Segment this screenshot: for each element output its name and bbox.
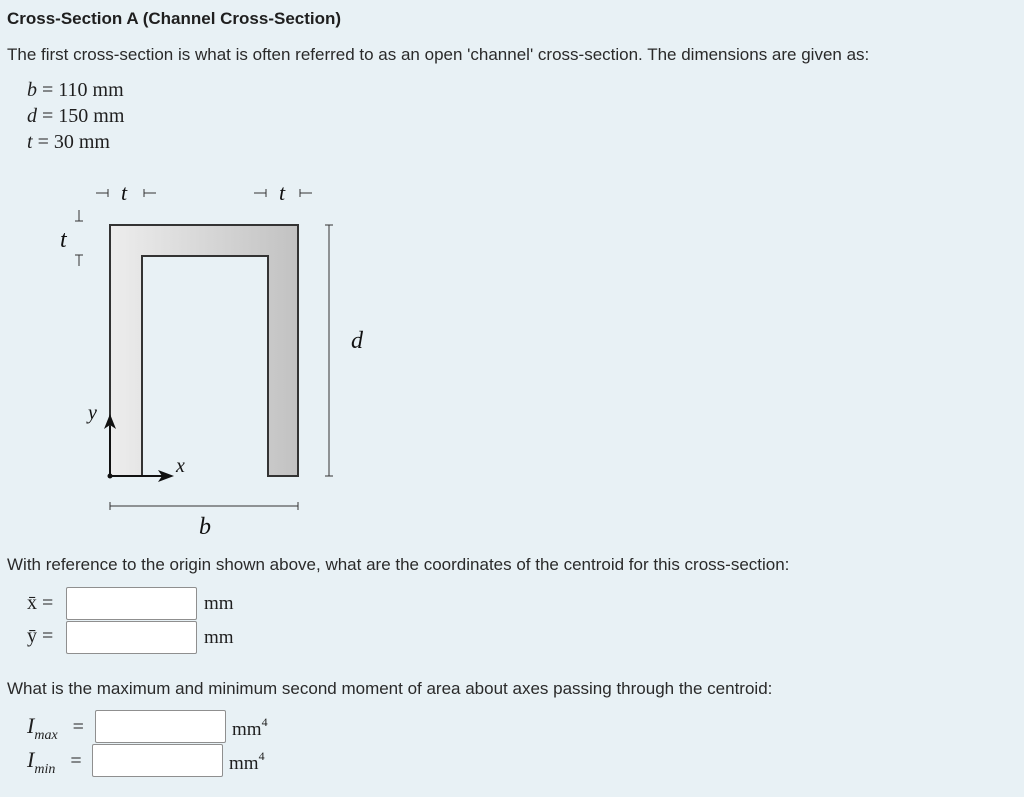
imin-equals: = <box>70 750 82 772</box>
x-axis-label: x <box>176 455 185 477</box>
channel-shape <box>110 225 298 476</box>
centroid-question: With reference to the origin shown above, what are the coordinates of the centroid for this cross-section: <box>7 555 790 574</box>
imin-input[interactable] <box>92 744 223 777</box>
imax-unit <box>232 715 268 741</box>
dim-t-side <box>75 210 83 266</box>
imax-equals: = <box>72 716 84 738</box>
dim-d-label: d <box>351 328 363 354</box>
dimension-d-symbol: d <box>27 105 37 127</box>
imin-label <box>27 747 82 777</box>
dim-b-label: b <box>199 514 211 540</box>
dim-d <box>325 225 333 476</box>
imin-symbol: I <box>27 747 35 772</box>
dim-t-left-label: t <box>121 180 128 205</box>
dimension-t-symbol: t <box>27 131 33 153</box>
origin-point <box>108 474 113 479</box>
y-axis-label: y <box>88 402 97 424</box>
dimension-b: b = 110 mm <box>27 79 124 101</box>
dim-b <box>110 502 298 510</box>
imax-unit-base: mm <box>232 719 262 740</box>
dimension-d-value: 150 mm <box>58 105 125 127</box>
dim-t-side-label: t <box>60 227 67 253</box>
dim-t-right-label: t <box>279 180 286 205</box>
imin-unit <box>229 749 265 775</box>
section-title: Cross-Section A (Channel Cross-Section) <box>7 9 342 28</box>
imax-subscript: max <box>34 728 58 743</box>
y-bar-input[interactable] <box>66 621 197 654</box>
dimension-b-value: 110 mm <box>58 79 124 101</box>
imin-subscript: min <box>34 762 56 777</box>
dimension-b-symbol: b <box>27 79 37 101</box>
intro-text: The first cross-section is what is often referred to as an open 'channel' cross-section. The dimensions are given as: <box>7 45 870 64</box>
x-bar-input[interactable] <box>66 587 197 620</box>
dimension-t-value: 30 mm <box>53 131 110 153</box>
imin-unit-base: mm <box>229 753 259 774</box>
y-bar-label: ȳ = <box>27 625 54 647</box>
x-bar-label: x̄ = <box>27 592 54 614</box>
imax-unit-exp: 4 <box>261 715 268 729</box>
imax-symbol: I <box>27 713 35 738</box>
imin-unit-exp: 4 <box>258 749 265 763</box>
x-bar-unit: mm <box>204 593 234 614</box>
y-bar-unit: mm <box>204 627 234 648</box>
imax-label <box>27 713 84 743</box>
channel-diagram <box>0 170 420 540</box>
moment-question: What is the maximum and minimum second moment of area about axes passing through the centroid: <box>7 679 773 698</box>
dimension-d: d = 150 mm <box>27 105 125 127</box>
imax-input[interactable] <box>95 710 226 743</box>
dimension-t: t = 30 mm <box>27 131 110 153</box>
